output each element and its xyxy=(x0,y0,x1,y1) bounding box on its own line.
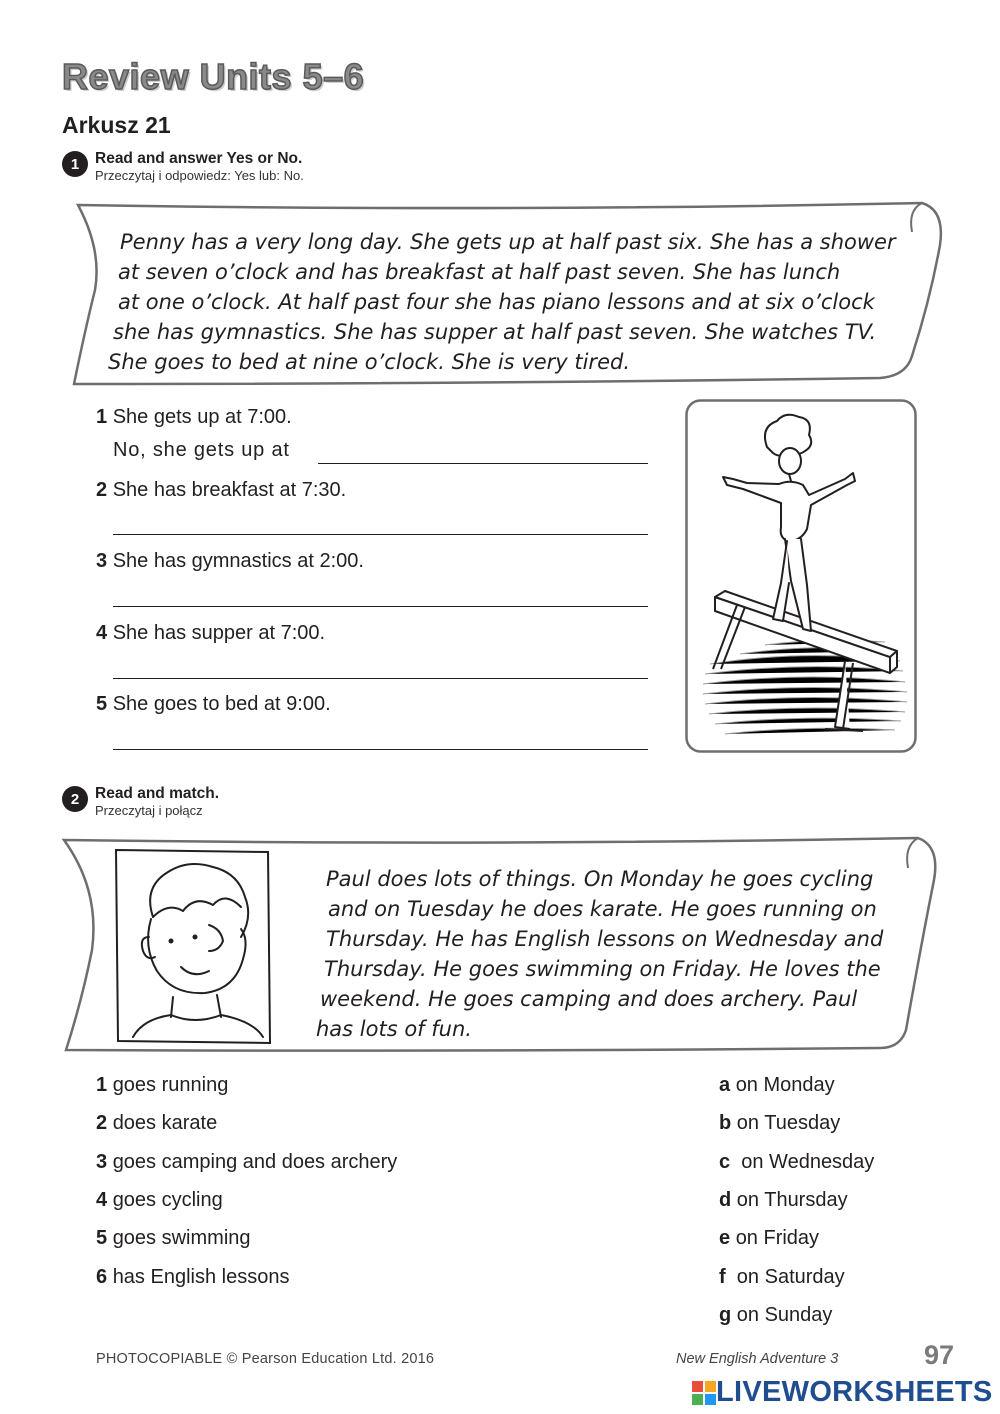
match-day[interactable] xyxy=(719,1304,832,1327)
logo-square xyxy=(705,1381,716,1392)
day-text: on Friday xyxy=(735,1227,820,1249)
day-letter: f xyxy=(719,1266,726,1288)
match-day[interactable] xyxy=(719,1227,819,1250)
day-letter: e xyxy=(719,1227,731,1249)
story-2-line: weekend. He goes camping and does archery. Paul xyxy=(320,987,858,1011)
match-activity[interactable] xyxy=(96,1227,251,1250)
example-answer-prefix: No, she gets up at xyxy=(113,439,290,461)
question-number: 3 xyxy=(96,550,108,572)
story-1-line: at seven o’clock and has breakfast at half past seven. She has lunch xyxy=(118,260,841,284)
day-text: on Saturday xyxy=(736,1266,845,1288)
liveworksheets-logo[interactable] xyxy=(692,1376,993,1409)
liveworksheets-logo-icon xyxy=(692,1381,716,1405)
exercise-1-instruction: Read and answer Yes or No. xyxy=(95,150,303,167)
day-text: on Tuesday xyxy=(736,1112,841,1134)
match-day[interactable] xyxy=(719,1266,845,1289)
story-1-line: Penny has a very long day. She gets up at half past six. She has a shower xyxy=(120,230,896,254)
exercise-2-instruction: Read and match. xyxy=(95,785,220,802)
match-activity[interactable] xyxy=(96,1151,397,1174)
logo-square xyxy=(692,1381,703,1392)
question-text: She goes to bed at 9:00. xyxy=(112,693,331,715)
exercise-1-instruction-polish: Przeczytaj i odpowiedz: Yes lub: No. xyxy=(95,168,304,183)
activity-number: 2 xyxy=(96,1112,108,1134)
story-2-line: and on Tuesday he does karate. He goes running on xyxy=(328,897,877,921)
day-letter: g xyxy=(719,1304,732,1326)
question-number: 4 xyxy=(96,622,108,644)
activity-number: 6 xyxy=(96,1266,108,1288)
day-text: on Monday xyxy=(735,1074,835,1096)
question-number: 5 xyxy=(96,693,108,715)
activity-number: 3 xyxy=(96,1151,108,1173)
day-text: on Wednesday xyxy=(741,1151,875,1173)
match-day[interactable] xyxy=(719,1151,874,1174)
activity-text: has English lessons xyxy=(112,1266,290,1288)
match-activity[interactable] xyxy=(96,1266,289,1289)
question-text: She has breakfast at 7:30. xyxy=(112,479,347,501)
question-number: 1 xyxy=(96,406,108,428)
activity-text: goes camping and does archery xyxy=(112,1151,398,1173)
match-day[interactable] xyxy=(719,1112,840,1135)
boy-portrait-illustration xyxy=(113,847,273,1047)
activity-text: goes swimming xyxy=(112,1227,251,1249)
question-text: She has supper at 7:00. xyxy=(112,622,326,644)
portrait-frame xyxy=(116,850,270,1043)
question-text: She has gymnastics at 2:00. xyxy=(112,550,364,572)
story-2-line: Thursday. He has English lessons on Wednesday and xyxy=(326,927,884,951)
day-text: on Sunday xyxy=(736,1304,833,1326)
worksheet-subtitle: Arkusz 21 xyxy=(62,112,171,138)
match-activity[interactable] xyxy=(96,1074,228,1097)
exercise-number-badge: 1 xyxy=(62,151,88,177)
match-activity[interactable] xyxy=(96,1189,223,1212)
logo-square xyxy=(705,1394,716,1405)
activity-number: 4 xyxy=(96,1189,108,1211)
activity-text: does karate xyxy=(112,1112,218,1134)
page-title: Review Units 5–6 xyxy=(62,56,365,97)
copyright-notice: PHOTOCOPIABLE © Pearson Education Ltd. 2016 xyxy=(96,1351,435,1367)
book-title: New English Adventure 3 xyxy=(676,1351,839,1367)
story-2-line: has lots of fun. xyxy=(316,1017,472,1041)
match-day[interactable] xyxy=(719,1189,848,1212)
question-text: She gets up at 7:00. xyxy=(112,406,292,428)
logo-square xyxy=(692,1394,703,1405)
day-letter: a xyxy=(719,1074,731,1096)
question-number: 2 xyxy=(96,479,108,501)
story-1-line: at one o’clock. At half past four she has piano lessons and at six o’clock xyxy=(118,290,875,314)
day-text: on Thursday xyxy=(736,1189,848,1211)
day-letter: c xyxy=(719,1151,731,1173)
story-1-line: she has gymnastics. She has supper at half past seven. She watches TV. xyxy=(113,320,877,344)
match-activity[interactable] xyxy=(96,1112,217,1135)
story-2-line: Paul does lots of things. On Monday he goes cycling xyxy=(326,867,874,891)
activity-number: 5 xyxy=(96,1227,108,1249)
liveworksheets-brand-text: LIVEWORKSHEETS xyxy=(716,1376,993,1408)
activity-text: goes running xyxy=(112,1074,229,1096)
story-1-line: She goes to bed at nine o’clock. She is very tired. xyxy=(108,350,630,374)
story-2-line: Thursday. He goes swimming on Friday. He loves the xyxy=(324,957,881,981)
activity-number: 1 xyxy=(96,1074,108,1096)
page-number: 97 xyxy=(924,1340,955,1370)
exercise-number-badge: 2 xyxy=(62,786,88,812)
activity-text: goes cycling xyxy=(112,1189,223,1211)
day-letter: b xyxy=(719,1112,732,1134)
boy-right-eye xyxy=(193,935,198,940)
exercise-2-instruction-polish: Przeczytaj i połącz xyxy=(95,803,203,818)
day-letter: d xyxy=(719,1189,732,1211)
match-day[interactable] xyxy=(719,1074,835,1097)
boy-left-eye xyxy=(169,939,174,944)
